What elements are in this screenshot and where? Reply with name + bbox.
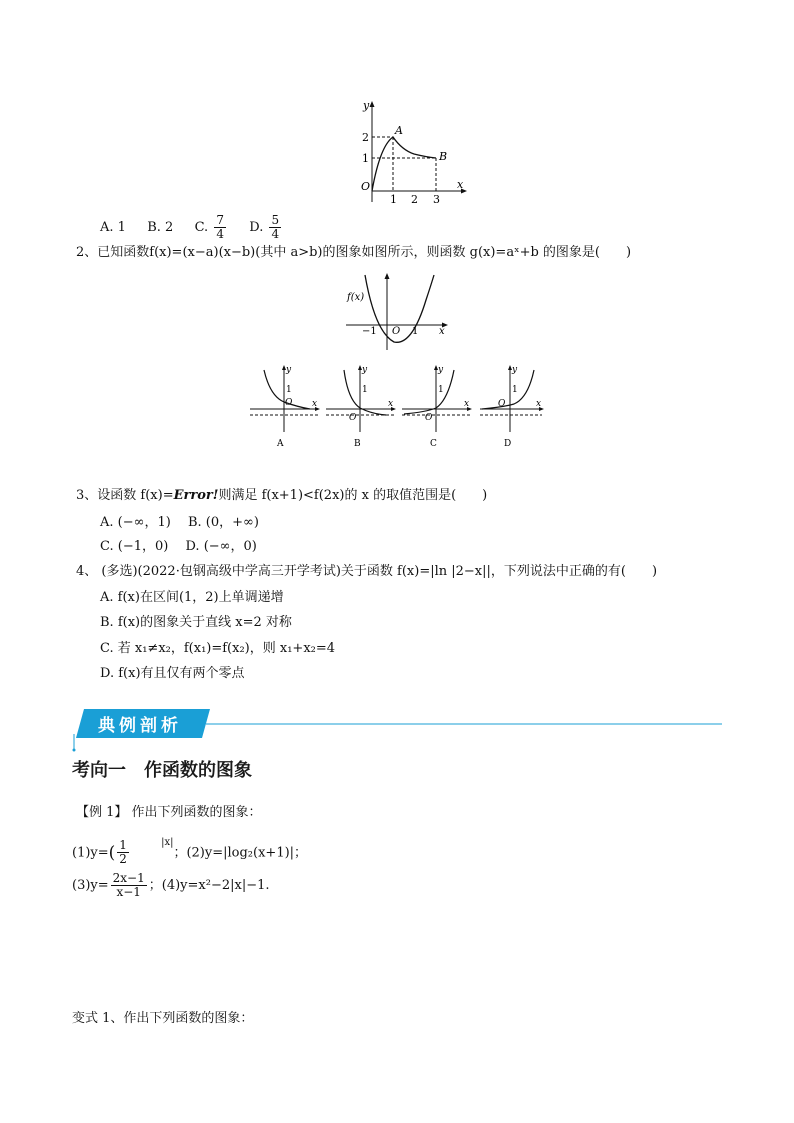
g2-tick-1: 1	[412, 326, 419, 337]
svg-text:x: x	[464, 399, 470, 409]
svg-text:O: O	[349, 413, 357, 423]
svg-text:1: 1	[362, 385, 368, 395]
option-letter-c: C	[430, 439, 437, 449]
option-graph-a	[250, 365, 320, 449]
q3-options-row1	[100, 514, 259, 532]
q4-option-a: A. f(x)在区间(1，2)上单调递增	[100, 590, 284, 605]
g1-y-label: y	[363, 99, 370, 112]
g1-y-tick-2: 2	[362, 131, 369, 144]
svg-text:y: y	[438, 365, 444, 375]
svg-text:O: O	[285, 398, 293, 408]
svg-text:O: O	[425, 413, 433, 423]
g2-x-label: x	[439, 326, 445, 337]
option-letter-b: B	[354, 439, 361, 449]
q3-text: 3、设函数 f(x)=Error!则满足 f(x+1)<f(2x)的 x 的取值范围是( )	[76, 488, 488, 503]
g1-origin: O	[361, 180, 371, 193]
q1-option-a: A. 1	[100, 220, 126, 235]
option-graph-d	[480, 365, 544, 449]
graph-q1	[350, 96, 475, 206]
option-graph-c	[402, 365, 472, 449]
q1-option-c: C. $\frac{7}{4}$	[194, 213, 224, 241]
q1-option-d: D. $\frac{5}{4}$	[249, 213, 280, 241]
g1-point-b: B	[439, 150, 448, 163]
svg-text:y: y	[362, 365, 368, 375]
q4-text: 4、 (多选)(2022·包钢高级中学高三开学考试)关于函数 f(x)=|ln |2−x||，下列说法中正确的有( )	[76, 564, 658, 579]
q4-option-d: D. f(x)有且仅有两个零点	[100, 666, 245, 681]
option-graphs	[248, 362, 548, 452]
svg-text:O: O	[498, 399, 506, 409]
g1-x-tick-3: 3	[433, 193, 440, 206]
q3-option-c: C. (−1，0)	[100, 539, 169, 554]
g2-fx-label: f(x)	[347, 292, 365, 303]
g1-y-tick-1: 1	[362, 152, 369, 165]
svg-text:1: 1	[438, 385, 444, 395]
q3-option-b: B. (0，+∞)	[187, 515, 259, 530]
q2-text: 2、已知函数f(x)=(x−a)(x−b)(其中 a>b)的图象如图所示，则函数 g(x)=aˣ+b 的图象是( )	[76, 245, 632, 260]
variant1-label: 变式 1、作出下列函数的图象：	[72, 1011, 254, 1026]
example1-line1: (1)y=( $\frac{1}{2}$ $^{|x|}$；(2)y=|log₂(x+1)|；	[72, 837, 308, 867]
q3-option-d: D. (−∞，0)	[185, 539, 257, 554]
svg-text:y: y	[286, 365, 292, 375]
error-marker: Error!	[173, 488, 219, 503]
example1-label: 【例 1】 作出下列函数的图象：	[76, 805, 262, 820]
g2-tick-neg1: −1	[362, 326, 377, 337]
example1-line2: (3)y= $\frac{2x-1}{x-1}$ ；(4)y=x²−2|x|−1.	[72, 871, 270, 899]
q3-option-a: A. (−∞，1)	[100, 515, 171, 530]
q4-option-b: B. f(x)的图象关于直线 x=2 对称	[100, 615, 292, 630]
q1-options	[100, 214, 283, 241]
section-title: 考向一 作函数的图象	[72, 760, 252, 781]
g1-x-label: x	[457, 178, 464, 191]
banner-label: 典例剖析	[98, 716, 182, 736]
g2-origin: O	[392, 326, 401, 337]
svg-text:1: 1	[512, 385, 518, 395]
svg-text:1: 1	[286, 385, 292, 395]
svg-text:x: x	[536, 399, 542, 409]
q4-option-c: C. 若 x₁≠x₂，f(x₁)=f(x₂)，则 x₁+x₂=4	[100, 641, 336, 656]
graph-q2	[342, 270, 454, 352]
svg-text:y: y	[512, 365, 518, 375]
g1-x-tick-2: 2	[411, 193, 418, 206]
option-graph-b	[326, 365, 396, 449]
svg-text:x: x	[312, 399, 318, 409]
q3-options-row2	[100, 538, 257, 556]
g1-point-a: A	[395, 124, 403, 137]
q1-option-b: B. 2	[147, 220, 174, 235]
svg-text:x: x	[388, 399, 394, 409]
option-letter-d: D	[504, 439, 512, 449]
option-letter-a: A	[277, 439, 284, 449]
g1-x-tick-1: 1	[390, 193, 397, 206]
